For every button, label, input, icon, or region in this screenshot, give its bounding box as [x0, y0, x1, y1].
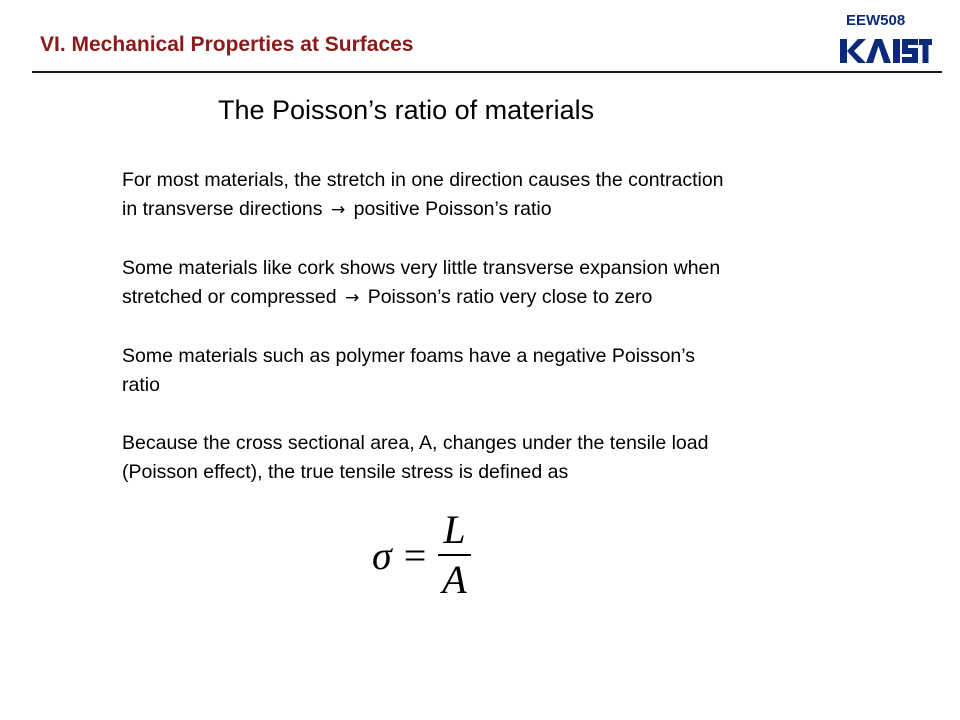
- paragraph-line: Because the cross sectional area, A, changes under the tensile load: [122, 432, 709, 454]
- course-code: EEW508: [846, 12, 906, 29]
- paragraph-line: For most materials, the stretch in one direction causes the contraction: [122, 169, 724, 191]
- paragraph-zero-ratio: [122, 254, 852, 313]
- section-title: VI. Mechanical Properties at Surfaces: [40, 33, 414, 56]
- right-arrow-icon: →: [345, 288, 360, 308]
- formula-equals: =: [403, 532, 427, 578]
- paragraph-text: positive Poisson’s ratio: [353, 198, 552, 220]
- paragraph-text: stretched or compressed: [122, 286, 337, 308]
- slide-body: [122, 166, 852, 516]
- true-stress-formula: [372, 507, 471, 602]
- paragraph-line: [122, 283, 852, 313]
- paragraph-positive-ratio: [122, 166, 852, 225]
- slide-title: The Poisson’s ratio of materials: [218, 95, 595, 125]
- formula-denominator: A: [442, 557, 467, 602]
- formula-fraction: [438, 507, 470, 602]
- formula-sigma: σ: [372, 532, 392, 578]
- right-arrow-icon: →: [330, 200, 346, 220]
- paragraph-true-stress: [122, 429, 852, 487]
- paragraph-line: Some materials like cork shows very little transverse expansion when: [122, 257, 721, 279]
- fraction-bar: [438, 554, 470, 556]
- paragraph-text: Poisson’s ratio very close to zero: [367, 286, 653, 308]
- paragraph-line: [122, 195, 852, 225]
- paragraph-line: ratio: [122, 374, 160, 396]
- kaist-logo: [838, 36, 932, 66]
- header-divider: [32, 71, 942, 73]
- paragraph-text: in transverse directions: [122, 198, 323, 220]
- formula-numerator: L: [443, 507, 466, 552]
- paragraph-negative-ratio: [122, 342, 852, 400]
- paragraph-line: (Poisson effect), the true tensile stress is defined as: [122, 461, 569, 483]
- paragraph-line: Some materials such as polymer foams have a negative Poisson’s: [122, 345, 696, 367]
